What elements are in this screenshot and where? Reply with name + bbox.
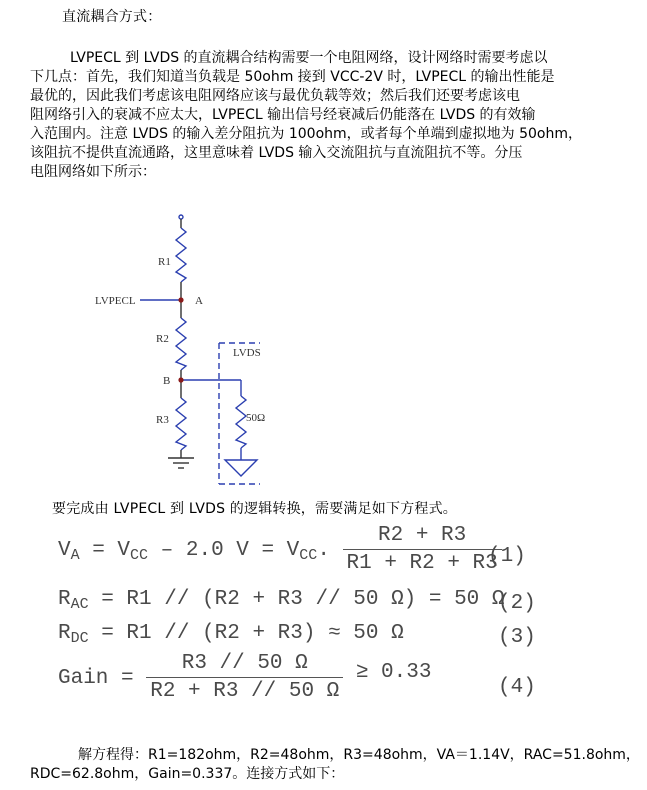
equation-4-fraction: $\frac{R3 // 50 \Omega}{R2 + R3 // 50 \Omega}$ (146, 652, 343, 703)
ground-icon (168, 458, 194, 468)
equation-4-number: (4) (498, 676, 536, 699)
equation-3: $R_{DC} = R1 // (R2 + R3) \approx 50$ Ω (58, 622, 404, 647)
equation-2: $R_{AC} = R1 // (R2 + R3 // 50$ Ω) = 50 Ω (58, 588, 505, 613)
equation-1-fraction: $\frac{R2 + R3}{R1 + R2 + R3}$ (343, 524, 502, 575)
equation-3-number: (3) (498, 626, 536, 649)
paragraph-line: 电阻网络如下所示： (30, 164, 156, 180)
label-node-a: A (195, 295, 203, 307)
node-a-dot (178, 297, 183, 302)
section-heading: 直流耦合方式： (62, 9, 162, 25)
resistor-r3-icon (176, 398, 186, 450)
equations-intro: 要完成由 LVPECL 到 LVDS 的逻辑转换，需要满足如下方程式。 (52, 501, 458, 517)
label-r2: R2 (156, 333, 169, 345)
paragraph-line: LVPECL 到 LVDS 的直流耦合结构需要一个电阻网络，设计网络时需要考虑以 (70, 50, 548, 66)
paragraph-line: 下几点：首先，我们知道当负载是 50ohm 接到 VCC-2V 时，LVPECL 的输出性能是 (30, 69, 555, 85)
paragraph-line: RDC=62.8ohm，Gain=0.337。连接方式如下： (30, 766, 345, 782)
label-node-b: B (163, 375, 171, 387)
resistor-r1-icon (176, 228, 186, 282)
label-input: LVPECL (95, 295, 136, 307)
label-r3: R3 (156, 414, 169, 426)
paragraph-line: 入范围内。注意 LVDS 的输入差分阻抗为 100ohm，或者每个单端到虚拟地为 50ohm， (30, 126, 582, 142)
vcc-terminal-icon (179, 215, 183, 219)
paragraph-line: 解方程得：R1=182ohm，R2=48ohm，R3=48ohm，VA＝1.14V，RAC=51.8ohm， (78, 747, 640, 763)
equation-1-number: (1) (488, 545, 526, 568)
virtual-ground-icon (225, 460, 257, 476)
resistor-50ohm-icon (236, 396, 246, 448)
equation-4: Gain = $\frac{R3 // 50 \Omega}{R2 + R3 // 50 \Omega}$ ≥ 0.33 (58, 652, 432, 703)
paragraph-line: 该阻抗不提供直流通路，这里意味着 LVDS 输入交流阻抗与直流阻抗不等。分压 (30, 145, 523, 161)
equation-1: $V_A = V_{CC} - 2.0$ $V = V_{CC}$. $\frac{R2 + R3}{R1 + R2 + R3}$ (58, 524, 502, 575)
node-b-dot (178, 377, 183, 382)
label-receiver: LVDS (233, 347, 261, 359)
paragraph-line: 阻网络引入的衰减不应太大，LVPECL 输出信号经衰减后仍能落在 LVDS 的有效输 (30, 107, 536, 123)
paragraph-line: 最优的，因此我们考虑该电阻网络应该与最优负载等效；然后我们还要考虑该电 (30, 88, 520, 104)
resistor-r2-icon (176, 318, 186, 370)
label-termination: 50Ω (246, 412, 266, 424)
solution-paragraph (30, 746, 640, 784)
equation-2-number: (2) (498, 592, 536, 615)
label-r1: R1 (158, 256, 171, 268)
